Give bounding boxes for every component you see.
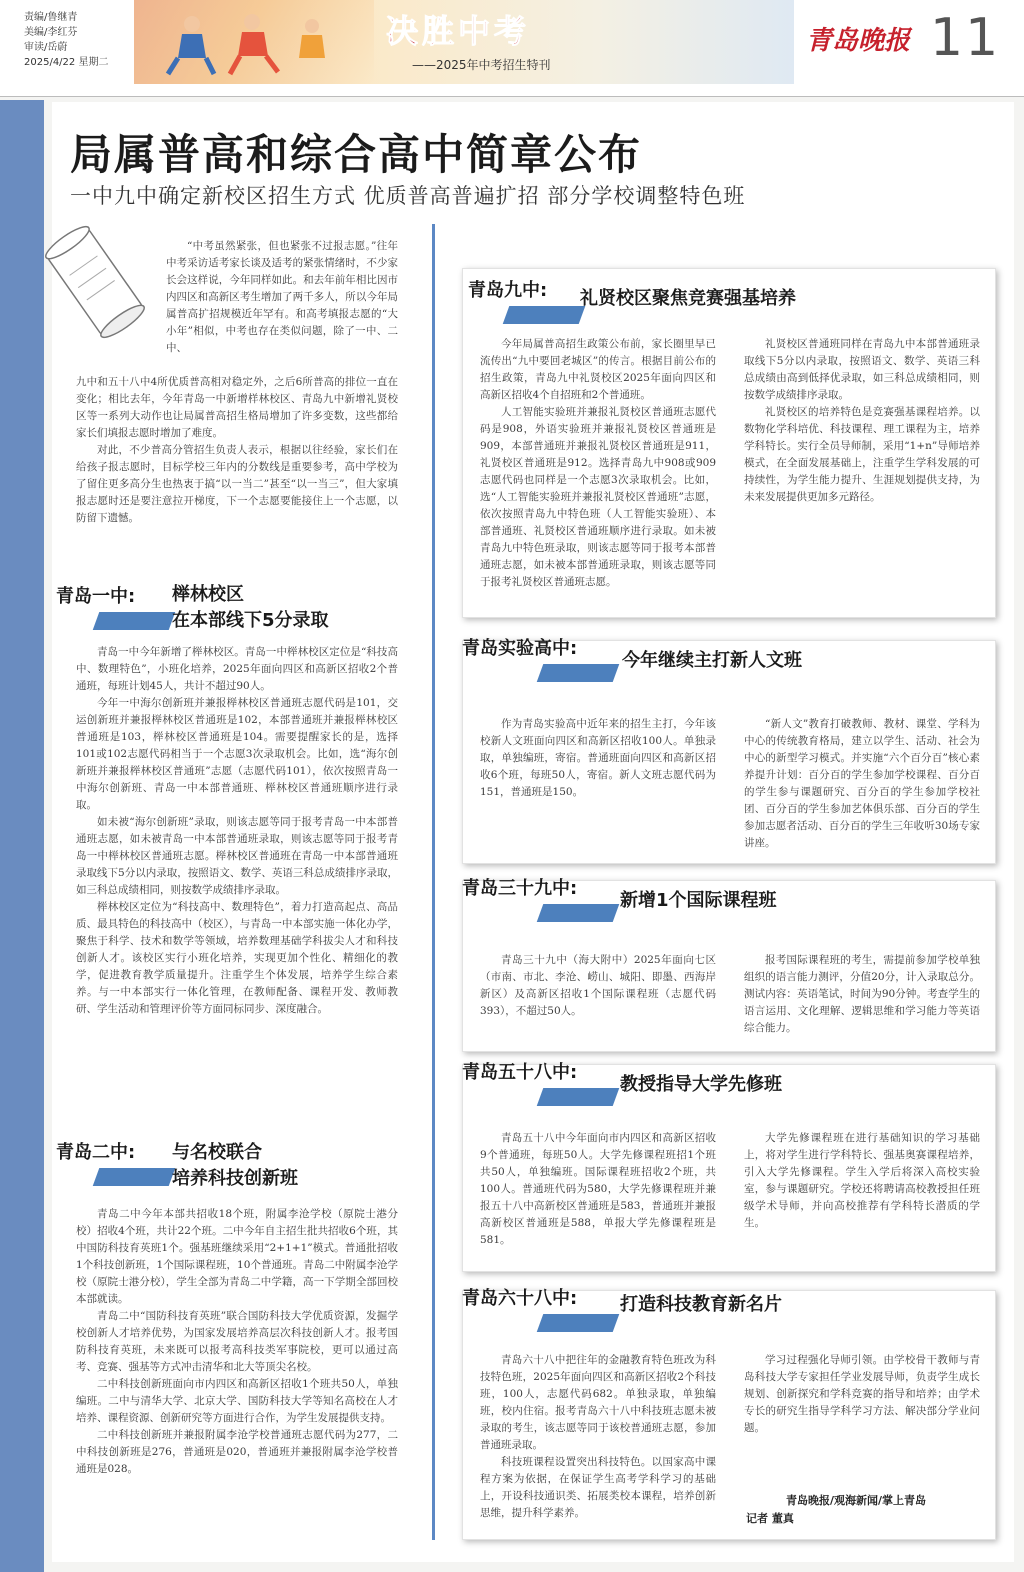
section-headline-no68: 打造科技教育新名片 xyxy=(620,1294,782,1315)
page-number: 11 xyxy=(930,8,1001,68)
credit-designer: 美编/李红芬 xyxy=(24,27,78,38)
newspaper-logo: 青岛晚报 xyxy=(806,26,911,56)
section-body-experimental-col2: “新人文”教育打破教师、教材、课堂、学科为中心的传统教育格局，建立以学生、活动、社会为中心的新型学习模式。并实施“六个百分百”核心素养提升计划：百分百的学生参加学校课程、百分百的学生参与课题研究、百分百的学生参加学校社团、百分百的学生参加艺体俱乐部、百分百的学生参加志愿者活动、百分百的学生三年收听30场专家讲座。 xyxy=(744,718,980,849)
banner-subtitle: ——2025年中考招生特刊 xyxy=(412,58,551,72)
section-body-no58-col1: 青岛五十八中今年面向市内四区和高新区招收9个普通班，每班50人。大学先修课程班招1个班共50人，单独编班。国际课程班招收2个班，共100人。普通班代码为580，大学先修课程班并兼报五十八中高新校区普通班是583，普通班并兼报高新校区普通班是588，单报大学先修课程班是581。 xyxy=(480,1132,716,1246)
section-body-no58-col2: 大学先修课程班在进行基础知识的学习基础上，将对学生进行学科特长、强基奥赛课程培养，引入大学先修课程。学生入学后将深入高校实验室，参与课题研究。学校还将聘请高校教授担任班级学术导师，并向高校推荐有学科特长潜质的学生。 xyxy=(744,1132,980,1229)
section-tab-experimental xyxy=(537,664,620,682)
special-banner xyxy=(134,0,794,84)
section-label-no68: 青岛六十八中: xyxy=(462,1288,578,1309)
section-body-no39-col2: 报考国际课程班的考生，需提前参加学校单独组织的语言能力测评，分值20分，计入录取总分。测试内容：英语笔试，时间为90分钟。考查学生的语言运用、文化理解、逻辑思维和学习能力等英语综合能力。 xyxy=(744,954,980,1034)
section-headline-no2: 与名校联合 培养科技创新班 xyxy=(172,1142,298,1189)
section-body-no68-col2: 学习过程强化导师引领。由学校骨干教师与青岛科技大学专家担任学业发展导师，负责学生成长规划、创新探究和学科竞赛的指导和培养；由学术专长的研究生指导学科学习方法、解决部分学业问题。 xyxy=(744,1354,980,1434)
section-headline-no58: 教授指导大学先修班 xyxy=(620,1074,782,1095)
section-label-no9: 青岛九中: xyxy=(468,280,548,301)
page-header xyxy=(0,0,1024,97)
section-headline-no1: 榉林校区 在本部线下5分录取 xyxy=(172,584,329,631)
article-subtitle: 一中九中确定新校区招生方式 优质普高普遍扩招 部分学校调整特色班 xyxy=(70,184,746,208)
section-tab-no9 xyxy=(503,306,586,324)
section-label-no2: 青岛二中: xyxy=(56,1142,136,1163)
credit-proofreader: 审读/岳蔚 xyxy=(24,42,68,53)
banner-title: 决胜中考 xyxy=(386,12,531,50)
section-body-no39-col1: 青岛三十九中（海大附中）2025年面向七区（市南、市北、李沧、崂山、城阳、即墨、西海岸新区）及高新区招收1个国际课程班（志愿代码393），不超过50人。 xyxy=(480,954,716,1017)
section-headline-experimental: 今年继续主打新人文班 xyxy=(622,650,802,671)
section-tab-no1 xyxy=(93,612,176,630)
section-body-experimental-col1: 作为青岛实验高中近年来的招生主打，今年该校新人文班面向四区和高新区招收100人。单独录取，单独编班，寄宿。普通班面向四区和高新区招收6个班，每班50人，寄宿。新人文班志愿代码为151，普通班是150。 xyxy=(480,718,716,798)
section-body-no9-col1: 今年局属普高招生政策公布前，家长圈里早已流传出“九中要回老城区”的传言。根据目前公布的招生政策，青岛九中礼贤校区2025年面向四区和高新区招收4个自招班和2个普通班。 人工智能实验班并兼报礼贤校区普通班志愿代码是908，外语实验班并兼报礼贤校区普通班是909，本部普通班并兼报礼贤校区普通班是911，礼贤校区普通班是912。选择青岛九中908或909志愿代码也同样是一个志愿3次录取机会。比如，选“人工智能实验班并兼报礼贤校区普通班”志愿，依次按照青岛九中特色班（人工智能实验班）、本部普通班、礼贤校区普通班顺序进行录取。如未被青岛九中特色班录取，则该志愿等同于报考本部普通班志愿，如未被本部普通班录取，则该志愿等同于报考礼贤校区普通班志愿。 xyxy=(480,338,716,588)
runners-illustration xyxy=(152,8,352,78)
section-tab-no39 xyxy=(537,904,620,922)
section-headline-no9: 礼贤校区聚焦竞赛强基培养 xyxy=(580,288,796,309)
section-tab-no2 xyxy=(93,1168,176,1186)
column-divider xyxy=(432,224,435,1540)
editor-credits xyxy=(24,10,108,70)
section-tab-no68 xyxy=(537,1314,620,1332)
section-tab-no58 xyxy=(537,1088,620,1106)
section-body-no68-col1: 青岛六十八中把往年的金融教育特色班改为科技特色班，2025年面向四区和高新区招收2个科技班，100人，志愿代码682。单独录取，单独编班，校内住宿。报考青岛六十八中科技班志愿未被录取的考生，该志愿等同于该校普通班志愿，参加普通班录取。 科技班课程设置突出科技特色。以国家高中课程方案为依据，在保证学生高考学科学习的基础上，开设科技通识类、拓展类校本课程，培养创新思维，提升科学素养。 xyxy=(480,1354,716,1519)
intro-paragraph-rest: 九中和五十八中4所优质普高相对稳定外，之后6所普高的排位一直在变化；相比去年，今年青岛一中新增样林校区、青岛九中新增礼贤校区等一系列大动作也让局属普高招生格局增加了许多变数，这些都给家长们填报志愿时增加了难度。 对此，不少普高分管招生负责人表示，根据以往经验，家长们在给孩子报志愿时，目标学校三年内的分数线是重要参考，高中学校为了留住更多高分生也热衷于搞“以一当二”甚至“以一当三”，但大家填报志愿时还是要注意拉开梯度，下一个志愿要能接住上一个志愿，以防留下遗憾。 xyxy=(76,376,398,524)
issue-date: 2025/4/22 星期二 xyxy=(24,57,109,68)
section-body-no2: 青岛二中今年本部共招收18个班，附属李沧学校（原院士港分校）招收4个班，共计22个班。二中今年自主招生批共招收6个班，其中国防科技育英班1个。强基班继续采用“2+1+1”模式。普通批招收1个科技创新班，1个国际课程班，10个普通班。青岛二中附属李沧学校（原院士港分校），学生全部为青岛二中学籍，高一下学期全部回校本部就读。 青岛二中“国防科技育英班”联合国防科技大学优质资源，发掘学校创新人才培养优势，为国家发展培养高层次科技创新人才。报考国防科技育英班，未来既可以报考高科技类军事院校，更可以通过高考、竞赛、强基等方式冲击清华和北大等顶尖名校。 二中科技创新班面向市内四区和高新区招收1个班共50人，单独编班。二中与清华大学、北京大学、国防科技大学等知名高校在人才培养、课程资源、创新研究等方面进行合作，为学生发展提供支持。 二中科技创新班并兼报附属李沧学校普通班志愿代码为277，二中科技创新班是276，普通班是020，普通班并兼报附属李沧学校普通班是028。 xyxy=(76,1208,398,1475)
section-label-no39: 青岛三十九中: xyxy=(462,878,578,899)
article-byline: 青岛晚报/观海新闻/掌上青岛 记者 董真 xyxy=(746,1494,927,1525)
section-body-no9-col2: 礼贤校区普通班同样在青岛九中本部普通班录取线下5分以内录取，按照语文、数学、英语三科总成绩由高到低择优录取，如三科总成绩相同，则按数学成绩排序录取。 礼贤校区的培养特色是竞赛强基课程培养。以数物化学科培优、科技课程、理工课程为主，培养学科特长。实行全员导师制，采用“1+n”导师培养模式，在全面发展基础上，注重学生学科发展的可持续性，为学生能力提升、生涯规划提供支持，为未来发展提供更加多元路径。 xyxy=(744,338,980,503)
section-label-no58: 青岛五十八中: xyxy=(462,1062,578,1083)
credit-editor: 责编/鲁继青 xyxy=(24,12,78,23)
scroll-icon xyxy=(40,222,150,342)
section-label-experimental: 青岛实验高中: xyxy=(462,638,578,659)
intro-paragraph-top: “中考虽然紧张，但也紧张不过报志愿。”往年中考采访适考家长谈及适考的紧张情绪时，不少家长会这样说，今年同样如此。和去年前年相比因市内四区和高新区考生增加了两千多人，所以今年局属普高扩招规模近年罕有。和高考填报志愿的“大小年”相似，中考也存在类似问题，除了一中、二中、 xyxy=(166,240,398,354)
section-headline-no39: 新增1个国际课程班 xyxy=(620,890,777,911)
article-title: 局属普高和综合高中简章公布 xyxy=(70,130,643,179)
left-accent-bar xyxy=(0,100,44,1572)
section-body-no1: 青岛一中今年新增了榉林校区。青岛一中榉林校区定位是“科技高中、数理特色”，小班化培养，2025年面向四区和高新区招收2个普通班，每班计划45人，共计不超过90人。 今年一中海尔创新班并兼报榉林校区普通班志愿代码是101，交运创新班并兼报榉林校区普通班是102，本部普通班并兼报榉林校区普通班是103，榉林校区普通班是104。需要提醒家长的是，选择101或102志愿代码相当于一个志愿3次录取机会。比如，选“海尔创新班并兼报榉林校区普通班”志愿（志愿代码101），依次按照青岛一中海尔创新班、青岛一中本部普通班、榉林校区普通班顺序进行录取。 如未被“海尔创新班”录取，则该志愿等同于报考青岛一中本部普通班志愿，如未被青岛一中本部普通班录取，则该志愿等同于报考青岛一中榉林校区普通班志愿。榉林校区普通班在青岛一中本部普通班录取线下5分以内录取，按照语文、数学、英语三科总成绩排序录取，如三科总成绩相同，则按数学成绩排序录取。 榉林校区定位为“科技高中、数理特色”，着力打造高起点、高品质、最具特色的科技高中（校区），与青岛一中本部实施一体化办学，聚焦于科学、技术和数学等领域，培养数理基础学科拔尖人才和科技创新人才。该校区实行小班化培养，实现更加个性化、精细化的教学，促进教育教学质量提升。注重学生个体发展，培养学生综合素养。与一中本部实行一体化管理，在教师配备、课程开发、教师教研、学生活动和管理评价等方面同标同步、深度融合。 xyxy=(76,646,398,1015)
section-label-no1: 青岛一中: xyxy=(56,586,136,607)
